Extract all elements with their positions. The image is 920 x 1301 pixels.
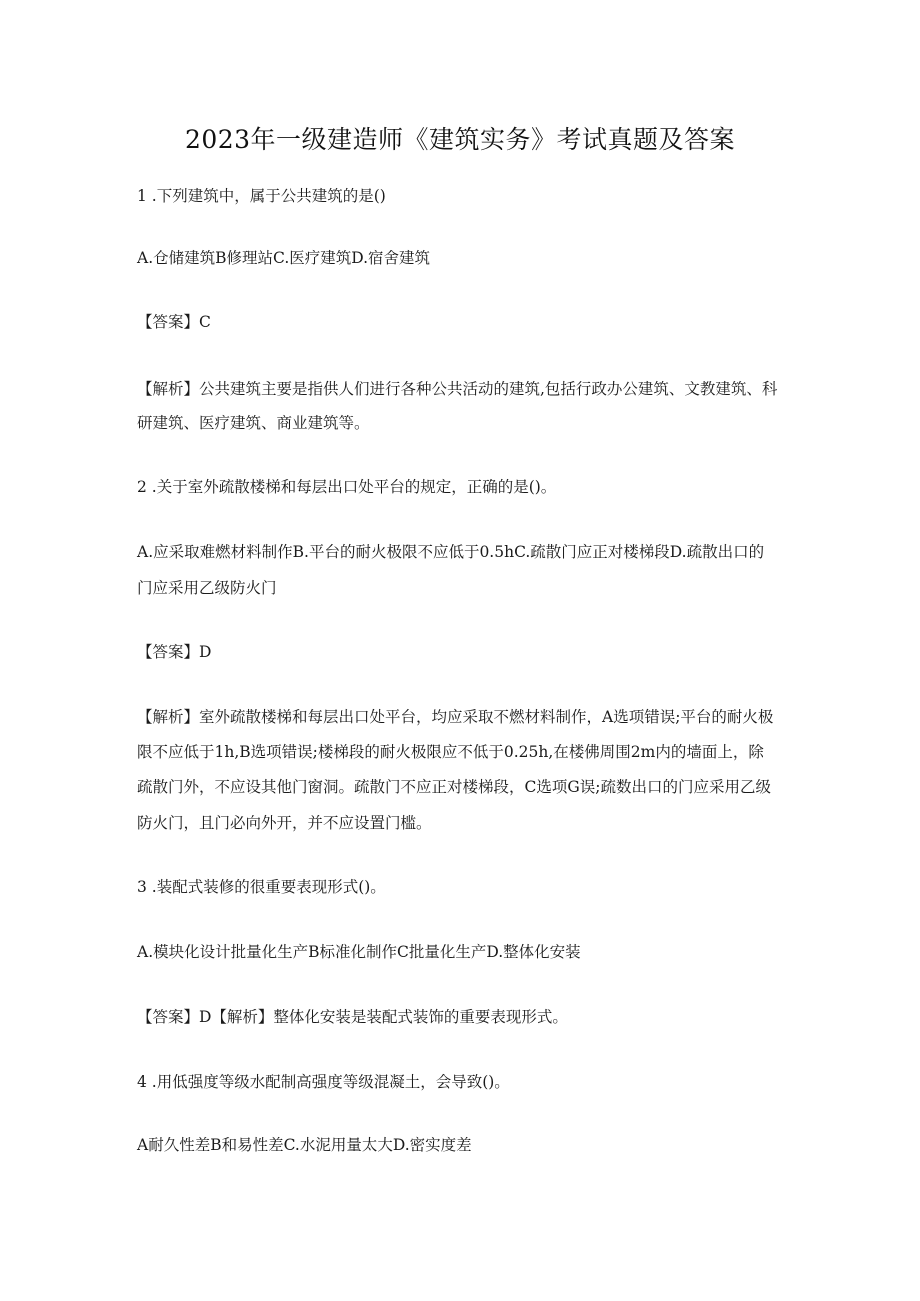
question-1-analysis-line-2: 研建筑、医疗建筑、商业建筑等。	[137, 414, 370, 432]
question-2-answer: 【答案】D	[137, 643, 212, 661]
question-4-options: A耐久性差B和易性差C.水泥用量太大D.密实度差	[137, 1136, 472, 1154]
question-2-options-line-2: 门应采用乙级防火门	[137, 579, 277, 597]
question-1-analysis-line-1: 【解析】公共建筑主要是指供人们进行各种公共活动的建筑,包括行政办公建筑、文教建筑、科	[137, 380, 778, 398]
question-2-options-line-1: A.应采取难燃材料制作B.平台的耐火极限不应低于0.5hC.疏散门应正对楼梯段D.疏散出口的	[137, 543, 765, 561]
question-3-answer-analysis: 【答案】D【解析】整体化安装是装配式装饰的重要表现形式。	[137, 1008, 568, 1026]
question-1-answer: 【答案】C	[137, 313, 211, 331]
question-2: 2 .关于室外疏散楼梯和每层出口处平台的规定，正确的是()。	[137, 478, 557, 496]
question-1-options: A.仓储建筑B修理站C.医疗建筑D.宿舍建筑	[137, 249, 431, 267]
question-3: 3 .装配式装修的很重要表现形式()。	[137, 878, 386, 896]
question-2-analysis-line-4: 防火门，且门必向外开，并不应设置门槛。	[137, 814, 432, 832]
question-1: 1 .下列建筑中，属于公共建筑的是()	[137, 187, 386, 205]
question-4: 4 .用低强度等级水配制高强度等级混凝土，会导致()。	[137, 1073, 510, 1091]
question-3-options: A.模块化设计批量化生产B标准化制作C批量化生产D.整体化安装	[137, 943, 581, 961]
question-2-analysis-line-1: 【解析】室外疏散楼梯和每层出口处平台，均应采取不燃材料制作，A选项错误;平台的耐火极	[137, 708, 774, 726]
document-title: 2023年一级建造师《建筑实务》考试真题及答案	[184, 125, 736, 154]
question-2-analysis-line-2: 限不应低于1h,B选项错误;楼梯段的耐火极限应不低于0.25h,在楼佛周围2m内的墙面上，除	[137, 743, 764, 761]
question-2-analysis-line-3: 疏散门外，不应设其他门窗洞。疏散门不应正对楼梯段，C选项G误;疏数出口的门应采用乙级	[137, 778, 771, 796]
